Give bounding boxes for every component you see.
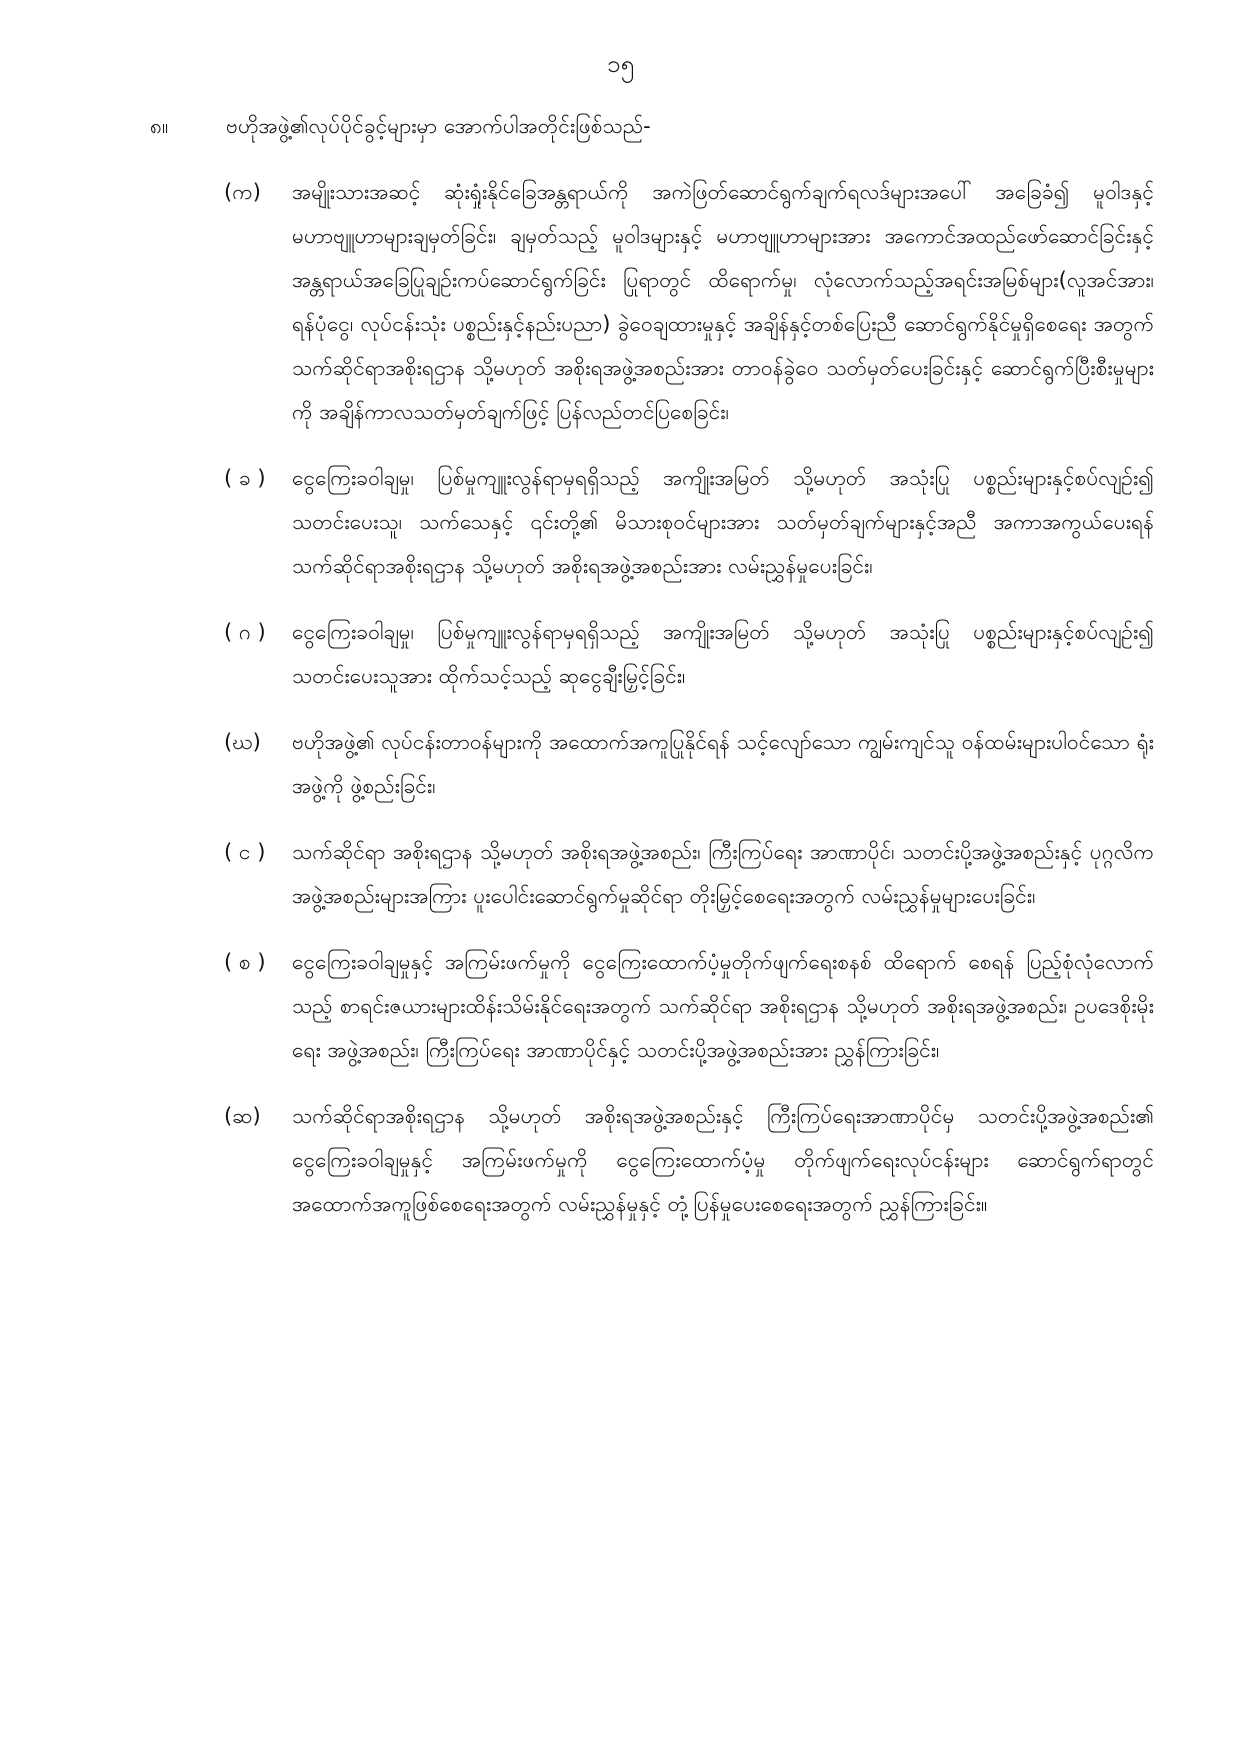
list-item (224, 170, 1154, 434)
list-item (224, 830, 1154, 918)
list-item (224, 720, 1154, 808)
item-text: သက်ဆိုင်ရာ အစိုးရဌာန သို့မဟုတ် အစိုးရအဖွဲ့အစည်း၊ ကြီးကြပ်ရေး အာဏာပိုင်၊ သတင်းပို့အဖွဲ့အစည်းနှင့် ပုဂ္ဂလိကအဖွဲ့အစည်းများအကြား ပူးပေါင်းဆောင်ရွက်မှုဆိုင်ရာ တိုးမြှင့်စေရေးအတွက် လမ်းညွှန်မှုများပေးခြင်း၊ (292, 840, 1154, 908)
item-label: ( င ) (224, 840, 266, 864)
list-item (224, 456, 1154, 588)
item-text: သက်ဆိုင်ရာအစိုးရဌာန သို့မဟုတ် အစိုးရအဖွဲ့အစည်းနှင့် ကြီးကြပ်ရေးအာဏာပိုင်မှ သတင်းပို့အဖွဲ့အစည်း၏ ငွေကြေးခဝါချမှုနှင့် အကြမ်းဖက်မှုကို ငွေကြေးထောက်ပံ့မှု တိုက်ဖျက်ရေးလုပ်ငန်းများ ဆောင်ရွက်ရာတွင် အထောက်အကူဖြစ်စေရေးအတွက် လမ်းညွှန်မှုနှင့် တုံ့ပြန်မှုပေးစေရေးအတွက် ညွှန်ကြားခြင်း။ (292, 1104, 1154, 1216)
list-item (224, 1094, 1154, 1226)
section-heading-row (150, 104, 1150, 148)
item-text: ငွေကြေးခဝါချမှု၊ ပြစ်မှုကျူးလွန်ရာမှရရှိသည့် အကျိုးအမြတ် သို့မဟုတ် အသုံးပြု ပစ္စည်းများနှင့်စပ်လျဉ်း၍ သတင်းပေးသူအား ထိုက်သင့်သည့် ဆုငွေချီးမြှင့်ခြင်း၊ (292, 620, 1154, 688)
section-heading: ဗဟိုအဖွဲ့၏လုပ်ပိုင်ခွင့်များမှာ အောက်ပါအတိုင်းဖြစ်သည်- (226, 114, 651, 138)
item-label: (က) (224, 180, 261, 204)
page-number: ၁၅ (607, 50, 634, 78)
item-label: ( ဂ ) (224, 620, 266, 644)
list-item (224, 610, 1154, 698)
item-text: ဗဟိုအဖွဲ့၏ လုပ်ငန်းတာဝန်များကို အထောက်အကူပြုနိုင်ရန် သင့်လျော်သော ကျွမ်းကျင်သူ ဝန်ထမ်းများပါဝင်သော ရုံးအဖွဲ့ကို ဖွဲ့စည်းခြင်း၊ (292, 730, 1154, 798)
section-number: ၈။ (150, 114, 169, 138)
list-item (224, 940, 1154, 1072)
item-label: (ဃ) (224, 730, 261, 754)
item-label: ( စ ) (224, 950, 266, 974)
section-items (224, 170, 1154, 1226)
section-8 (150, 104, 1154, 1248)
item-text: ငွေကြေးခဝါချမှု၊ ပြစ်မှုကျူးလွန်ရာမှရရှိသည့် အကျိုးအမြတ် သို့မဟုတ် အသုံးပြု ပစ္စည်းများနှင့်စပ်လျဉ်း၍ သတင်းပေးသူ၊ သက်သေနှင့် ၎င်းတို့၏ မိသားစုဝင်များအား သတ်မှတ်ချက်များနှင့်အညီ အကာအကွယ်ပေးရန် သက်ဆိုင်ရာအစိုးရဌာန သို့မဟုတ် အစိုးရအဖွဲ့အစည်းအား လမ်းညွှန်မှုပေးခြင်း၊ (292, 466, 1154, 578)
item-label: (ဆ) (224, 1104, 261, 1128)
item-text: အမျိုးသားအဆင့် ဆုံးရှုံးနိုင်ခြေအန္တရာယ်ကို အကဲဖြတ်ဆောင်ရွက်ချက်ရလဒ်များအပေါ် အခြေခံ၍ မူဝါဒနှင့်မဟာဗျူဟာများချမှတ်ခြင်း၊ ချမှတ်သည့် မူဝါဒများနှင့် မဟာဗျူဟာများအား အကောင်အထည်ဖော်ဆောင်ခြင်းနှင့် အန္တရာယ်အခြေပြုချဉ်းကပ်ဆောင်ရွက်ခြင်း ပြုရာတွင် ထိရောက်မှု၊ လုံလောက်သည့်အရင်းအမြစ်များ(လူအင်အား၊ ရန်ပုံငွေ၊ လုပ်ငန်းသုံး ပစ္စည်းနှင့်နည်းပညာ) ခွဲဝေချထားမှုနှင့် အချိန်နှင့်တစ်ပြေးညီ ဆောင်ရွက်နိုင်မှုရှိစေရေး အတွက် သက်ဆိုင်ရာအစိုးရဌာန သို့မဟုတ် အစိုးရအဖွဲ့အစည်းအား တာဝန်ခွဲဝေ သတ်မှတ်ပေးခြင်းနှင့် ဆောင်ရွက်ပြီးစီးမှုများကို အချိန်ကာလသတ်မှတ်ချက်ဖြင့် ပြန်လည်တင်ပြစေခြင်း၊ (292, 180, 1154, 424)
item-text: ငွေကြေးခဝါချမှုနှင့် အကြမ်းဖက်မှုကို ငွေကြေးထောက်ပံ့မှုတိုက်ဖျက်ရေးစနစ် ထိရောက် စေရန် ပြည့်စုံလုံလောက်သည့် စာရင်းဇယားများထိန်းသိမ်းနိုင်ရေးအတွက် သက်ဆိုင်ရာ အစိုးရဌာန သို့မဟုတ် အစိုးရအဖွဲ့အစည်း၊ ဥပဒေစိုးမိုးရေး အဖွဲ့အစည်း၊ ကြီးကြပ်ရေး အာဏာပိုင်နှင့် သတင်းပို့အဖွဲ့အစည်းအား ညွှန်ကြားခြင်း၊ (292, 950, 1154, 1062)
item-label: ( ခ ) (224, 466, 266, 490)
